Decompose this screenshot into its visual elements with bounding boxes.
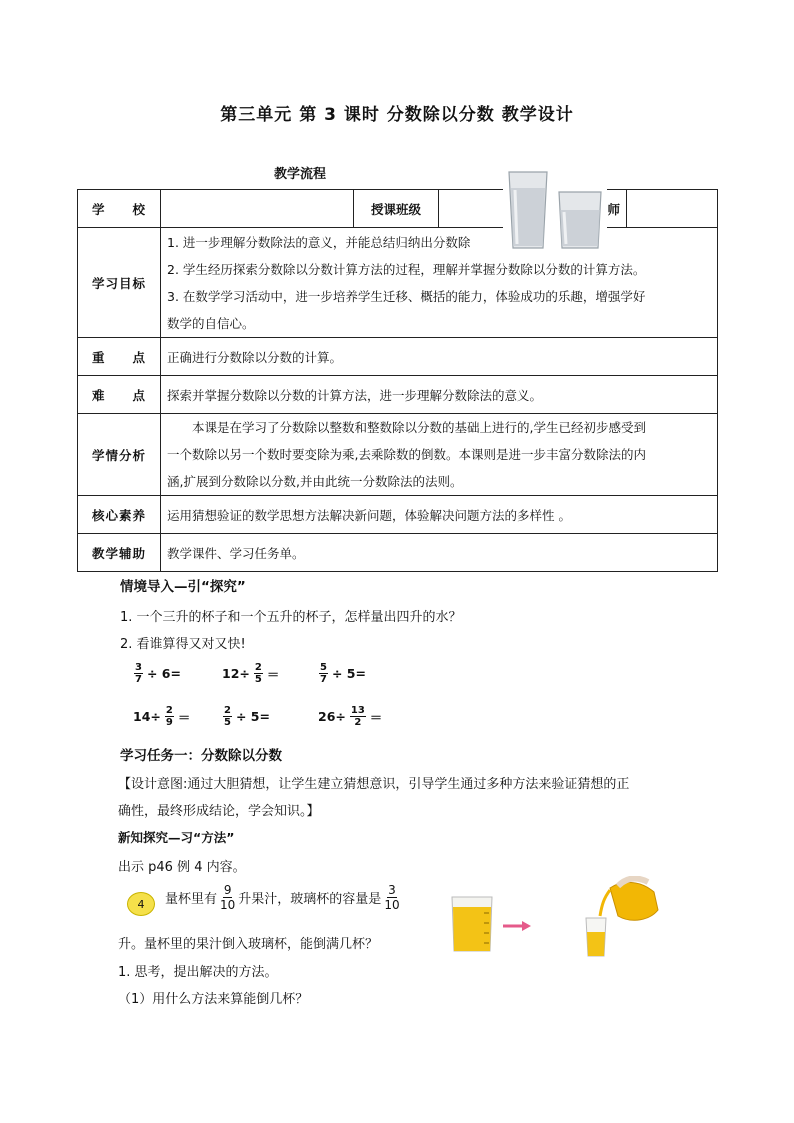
calc-pre: 12÷ xyxy=(222,666,250,681)
frac-den: 10 xyxy=(384,898,400,912)
show-example: 出示 p46 例 4 内容。 xyxy=(118,860,246,875)
analysis-label: 学情分析 xyxy=(78,414,161,496)
think-step-1: 1. 思考，提出解决的方法。 xyxy=(118,965,278,980)
analysis-line: 一个数除以另一个数时要变除为乘,去乘除数的倒数。本课则是进一步丰富分数除法的内 xyxy=(167,447,646,462)
analysis-line: 涵,扩展到分数除以分数,并由此统一分数除法的法则。 xyxy=(167,474,463,489)
goal-line: 1. 进一步理解分数除法的意义，并能总结归纳出分数除 xyxy=(167,234,471,250)
calc-rest: ÷ 5= xyxy=(331,666,366,681)
example-line-1 xyxy=(165,883,401,912)
goals-cell xyxy=(161,228,718,338)
goals-label: 学习目标 xyxy=(78,228,161,338)
example-line-2: 升。量杯里的果汁倒入玻璃杯，能倒满几杯？ xyxy=(118,937,379,952)
aids-label: 教学辅助 xyxy=(78,534,161,572)
frac-num: 3 xyxy=(388,883,396,897)
aids-text: 教学课件、学习任务单。 xyxy=(161,534,718,572)
teacher-value xyxy=(627,190,718,228)
frac-den: 2 xyxy=(354,717,362,728)
flow-label: 教学流程 xyxy=(274,167,327,182)
calc-2 xyxy=(222,662,279,685)
key-text: 正确进行分数除以分数的计算。 xyxy=(161,338,718,376)
frac-num: 3 xyxy=(135,662,142,673)
intent-line-2: 确性，最终形成结论，学会知识。】 xyxy=(118,804,320,819)
task1-heading: 学习任务一：分数除以分数 xyxy=(120,748,282,764)
arrow-right-icon xyxy=(502,919,532,933)
teacher-label: 师 xyxy=(552,190,627,228)
calc-rest: ÷ 5= xyxy=(235,709,270,724)
calc-rest: ÷ 6= xyxy=(146,666,181,681)
calc-pre: 14÷ xyxy=(133,709,161,724)
example-badge xyxy=(127,892,155,916)
frac-num: 9 xyxy=(223,883,232,897)
think-step-2: （1）用什么方法来算能倒几杯？ xyxy=(118,992,309,1007)
analysis-cell xyxy=(161,414,718,496)
calc-1 xyxy=(133,662,181,685)
frac-num: 2 xyxy=(254,662,262,673)
intro-heading: 情境导入—引“探究” xyxy=(120,579,246,595)
goal-line: 3. 在数学学习活动中，进一步培养学生迁移、概括的能力，体验成功的乐趣，增强学好 xyxy=(167,288,646,304)
calc-4 xyxy=(133,705,190,728)
explore-heading: 新知探究—习“方法” xyxy=(118,830,235,845)
calc-3 xyxy=(318,662,366,685)
calc-rest: ＝ xyxy=(266,666,280,682)
intro-q2: 2. 看谁算得又对又快! xyxy=(120,637,246,652)
difficulty-text: 探索并掌握分数除以分数的计算方法，进一步理解分数除法的意义。 xyxy=(161,376,718,414)
school-value xyxy=(161,190,354,228)
goal-line: 数学的自信心。 xyxy=(167,315,255,331)
key-label: 重 点 xyxy=(78,338,161,376)
goal-line: 2. 学生经历探索分数除以分数计算方法的过程，理解并掌握分数除以分数的计算方法。 xyxy=(167,261,646,277)
difficulty-label: 难 点 xyxy=(78,376,161,414)
frac-num: 2 xyxy=(165,705,173,716)
example-text: 量杯里有 xyxy=(165,892,218,907)
pouring-juice-image xyxy=(570,876,660,960)
two-glasses-image xyxy=(503,168,607,252)
analysis-line: 本课是在学习了分数除以整数和整数除以分数的基础上进行的,学生已经初步感受到 xyxy=(192,420,646,435)
measuring-cup-image xyxy=(448,893,496,955)
lesson-info-table xyxy=(77,189,718,572)
frac-den: 7 xyxy=(135,674,142,685)
example-number: 4 xyxy=(127,892,155,916)
page-title: 第三单元 第 3 课时 分数除以分数 教学设计 xyxy=(220,105,574,125)
frac-num: 2 xyxy=(224,705,231,716)
frac-num: 5 xyxy=(320,662,327,673)
frac-num: 13 xyxy=(350,705,365,716)
calc-5 xyxy=(222,705,270,728)
frac-den: 7 xyxy=(320,674,327,685)
school-label: 学 校 xyxy=(78,190,161,228)
calc-rest: ＝ xyxy=(177,709,191,725)
class-label: 授课班级 xyxy=(354,190,439,228)
calc-6 xyxy=(318,705,382,728)
frac-den: 5 xyxy=(254,674,262,685)
calc-rest: ＝ xyxy=(369,709,383,725)
example-text: 升果汁，玻璃杯的容量是 xyxy=(238,892,382,907)
literacy-label: 核心素养 xyxy=(78,496,161,534)
intro-q1: 1. 一个三升的杯子和一个五升的杯子，怎样量出四升的水？ xyxy=(120,610,462,625)
frac-den: 9 xyxy=(165,717,173,728)
frac-den: 5 xyxy=(224,717,231,728)
frac-den: 10 xyxy=(220,898,236,912)
intent-line-1: 【设计意图:通过大胆猜想，让学生建立猜想意识，引导学生通过多种方法来验证猜想的正 xyxy=(118,777,630,792)
literacy-text: 运用猜想验证的数学思想方法解决新问题，体验解决问题方法的多样性 。 xyxy=(161,496,718,534)
calc-pre: 26÷ xyxy=(318,709,346,724)
